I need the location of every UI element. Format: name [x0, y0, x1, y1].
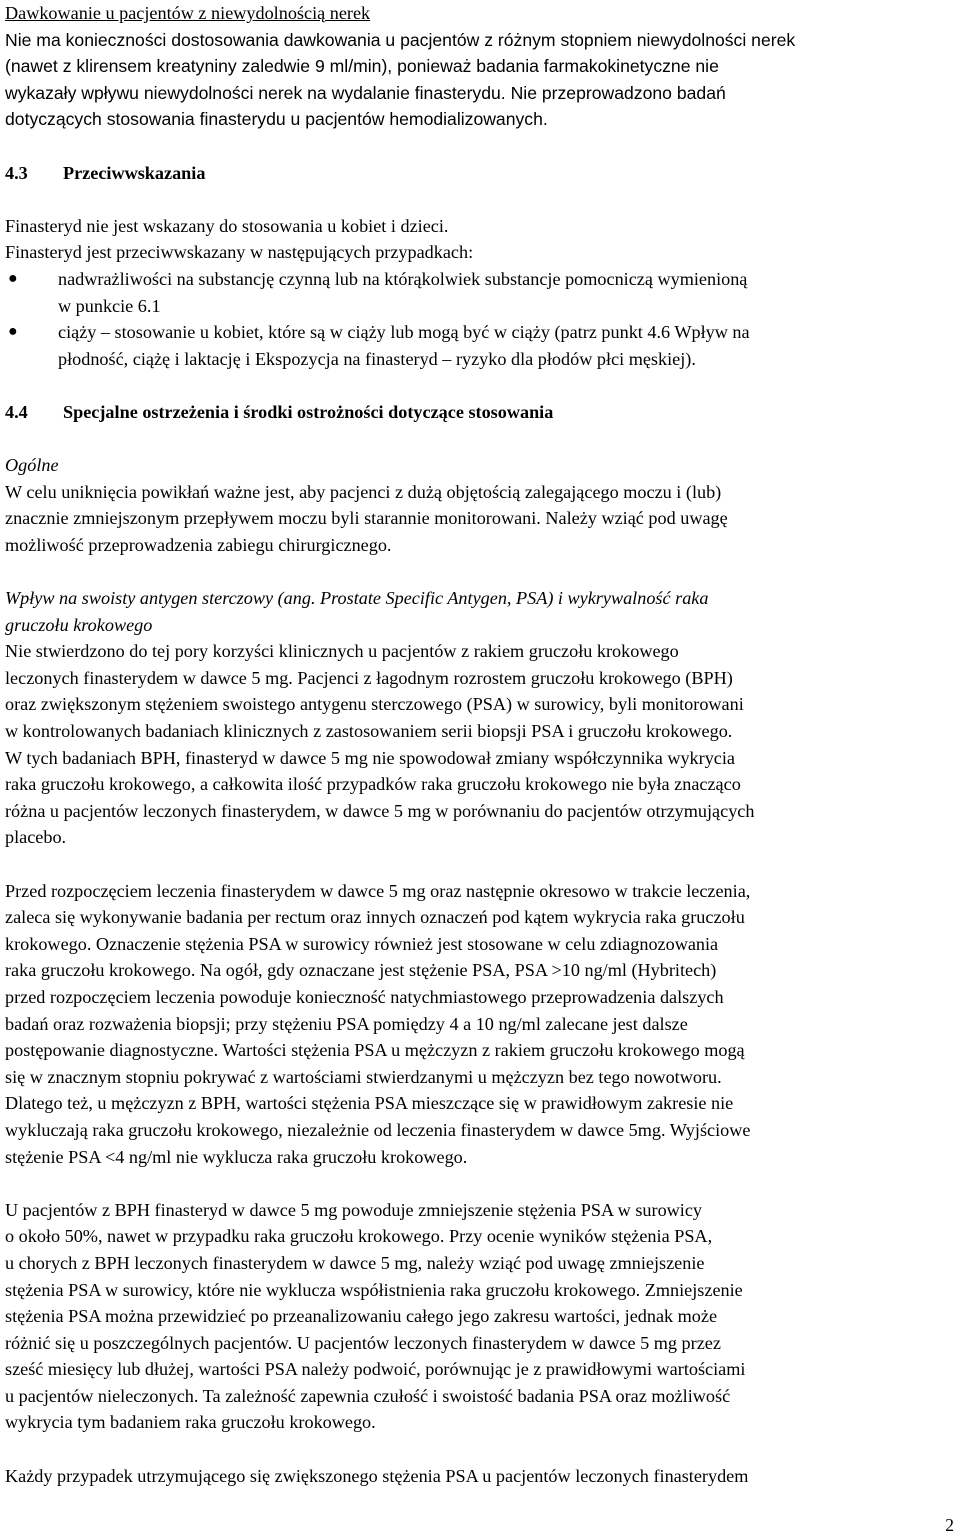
text-line: znacznie zmniejszonym przepływem moczu byli starannie monitorowani. Należy wziąć pod uwagę	[5, 508, 728, 529]
text-line: Wpływ na swoisty antygen sterczowy (ang. Prostate Specific Antygen, PSA) i wykrywalność raka	[5, 588, 709, 609]
text-line: możliwość przeprowadzenia zabiegu chirurgicznego.	[5, 534, 392, 555]
psa-subheading	[5, 585, 953, 638]
text-line: gruczołu krokowego	[5, 614, 153, 635]
text-line: zaleca się wykonywanie badania per rectum oraz innych oznaczeń pod kątem wykrycia raka gruczołu	[5, 907, 745, 928]
text-line: dotyczących stosowania finasterydu u pacjentów hemodializowanych.	[5, 109, 548, 130]
text-line: stężenia PSA można przewidzieć po przeanalizowaniu całego jego zakresu wartości, jednak może	[5, 1306, 718, 1327]
text-line: Przed rozpoczęciem leczenia finasterydem w dawce 5 mg oraz następnie okresowo w trakcie leczenia,	[5, 880, 751, 901]
text-line: o około 50%, nawet w przypadku raka gruczołu krokowego. Przy ocenie wyników stężenia PSA,	[5, 1226, 713, 1247]
text-line: placebo.	[5, 827, 67, 848]
bullet-icon: ●	[8, 323, 18, 341]
section-title: Przeciwwskazania	[63, 162, 206, 183]
text-line: sześć miesięcy lub dłużej, wartości PSA należy podwoić, porównując je z prawidłowymi wartościami	[5, 1359, 746, 1380]
renal-dosing-paragraph	[5, 27, 953, 133]
list-item	[5, 319, 953, 372]
text-line: W celu uniknięcia powikłań ważne jest, aby pacjenci z dużą objętością zalegającego moczu i (lub)	[5, 481, 722, 502]
text-line: (nawet z klirensem kreatyniny zaledwie 9 ml/min), ponieważ badania farmakokinetyczne nie	[5, 56, 719, 77]
text-line: oraz zwiększonym stężeniem swoistego antygenu sterczowego (PSA) w surowicy, byli monitorowani	[5, 694, 744, 715]
bullet-icon: ●	[8, 269, 18, 287]
text-line: nadwrażliwości na substancję czynną lub na którąkolwiek substancje pomocniczą wymienioną	[58, 268, 748, 289]
section-title: Specjalne ostrzeżenia i środki ostrożności dotyczące stosowania	[63, 401, 554, 422]
text-line: u chorych z BPH leczonych finasterydem w dawce 5 mg, należy wziąć pod uwagę zmniejszenie	[5, 1252, 705, 1273]
text-line: wykluczają raka gruczołu krokowego, niezależnie od leczenia finasterydem w dawce 5mg. Wyjściowe	[5, 1119, 751, 1140]
text-line: raka gruczołu krokowego. Na ogół, gdy oznaczane jest stężenie PSA, PSA >10 ng/ml (Hybritech)	[5, 960, 717, 981]
list-item	[5, 266, 953, 319]
psa-paragraph-3	[5, 1197, 953, 1436]
text-line: leczonych finasterydem w dawce 5 mg. Pacjenci z łagodnym rozrostem gruczołu krokowego (BPH)	[5, 667, 733, 688]
text-line: U pacjentów z BPH finasteryd w dawce 5 mg powoduje zmniejszenie stężenia PSA w surowicy	[5, 1199, 703, 1220]
text-line: Nie stwierdzono do tej pory korzyści klinicznych u pacjentów z rakiem gruczołu krokowego	[5, 641, 679, 662]
renal-dosing-title: Dawkowanie u pacjentów z niewydolnością nerek	[5, 3, 371, 23]
text-line: stężenie PSA <4 ng/ml nie wyklucza raka gruczołu krokowego.	[5, 1146, 468, 1167]
text-line: w punkcie 6.1	[58, 295, 161, 316]
general-subheading: Ogólne	[5, 455, 59, 476]
text-line: różnić się u poszczególnych pacjentów. U pacjentów leczonych finasterydem w dawce 5 mg przez	[5, 1332, 721, 1353]
section-number: 4.3	[5, 162, 28, 183]
psa-paragraph-1	[5, 638, 953, 851]
section-heading-4-3	[5, 160, 953, 187]
contraindication-lead: Finasteryd jest przeciwwskazany w następujących przypadkach:	[5, 242, 474, 263]
psa-paragraph-4	[5, 1463, 953, 1490]
section-number: 4.4	[5, 401, 28, 422]
text-line: się w znacznym stopniu pokrywać z wartościami stwierdzanymi u mężczyzn bez tego nowotworu.	[5, 1066, 722, 1087]
text-line: Nie ma konieczności dostosowania dawkowania u pacjentów z różnym stopniem niewydolności nerek	[5, 29, 796, 50]
text-line: Dlatego też, u mężczyzn z BPH, wartości stężenia PSA mieszczące się w prawidłowym zakresie nie	[5, 1093, 734, 1114]
text-line: wykrycia tym badaniem raka gruczołu krokowego.	[5, 1412, 376, 1433]
text-line: u pacjentów nieleczonych. Ta zależność zapewnia czułość i swoistość badania PSA oraz możliwość	[5, 1385, 731, 1406]
text-line: przed rozpoczęciem leczenia powoduje konieczność natychmiastowego przeprowadzenia dalszych	[5, 986, 724, 1007]
text-line: badań oraz rozważenia biopsji; przy stężeniu PSA pomiędzy 4 a 10 ng/ml zalecane jest dalsze	[5, 1013, 688, 1034]
text-line: różna u pacjentów leczonych finasterydem, w dawce 5 mg w porównaniu do pacjentów otrzymujących	[5, 800, 755, 821]
general-paragraph	[5, 479, 953, 559]
text-line: raka gruczołu krokowego, a całkowita ilość przypadków raka gruczołu krokowego nie była znacząco	[5, 774, 741, 795]
text-line: ciąży – stosowanie u kobiet, które są w ciąży lub mogą być w ciąży (patrz punkt 4.6 Wpływ na	[58, 322, 750, 343]
text-line: wykazały wpływu niewydolności nerek na wydalanie finasterydu. Nie przeprowadzono badań	[5, 82, 726, 103]
text-line: W tych badaniach BPH, finasteryd w dawce 5 mg nie spowodował zmiany współczynnika wykrycia	[5, 747, 736, 768]
text-line: płodność, ciążę i laktację i Ekspozycja na finasteryd – ryzyko dla płodów płci męskiej).	[58, 348, 696, 369]
psa-paragraph-2	[5, 878, 953, 1171]
text-line: Każdy przypadek utrzymującego się zwiększonego stężenia PSA u pacjentów leczonych finasterydem	[5, 1465, 749, 1486]
contraindication-list	[5, 266, 953, 372]
document-page	[5, 0, 953, 1489]
text-line: stężenia PSA w surowicy, które nie wyklucza współistnienia raka gruczołu krokowego. Zmniejszenie	[5, 1279, 743, 1300]
contraindication-intro: Finasteryd nie jest wskazany do stosowania u kobiet i dzieci.	[5, 215, 449, 236]
text-line: w kontrolowanych badaniach klinicznych z zastosowaniem serii biopsji PSA i gruczołu krokowego.	[5, 721, 733, 742]
page-number: 2	[945, 1515, 954, 1535]
text-line: postępowanie diagnostyczne. Wartości stężenia PSA u mężczyzn z rakiem gruczołu krokowego mogą	[5, 1040, 745, 1061]
text-line: krokowego. Oznaczenie stężenia PSA w surowicy również jest stosowane w celu zdiagnozowania	[5, 933, 719, 954]
section-heading-4-4	[5, 399, 953, 426]
